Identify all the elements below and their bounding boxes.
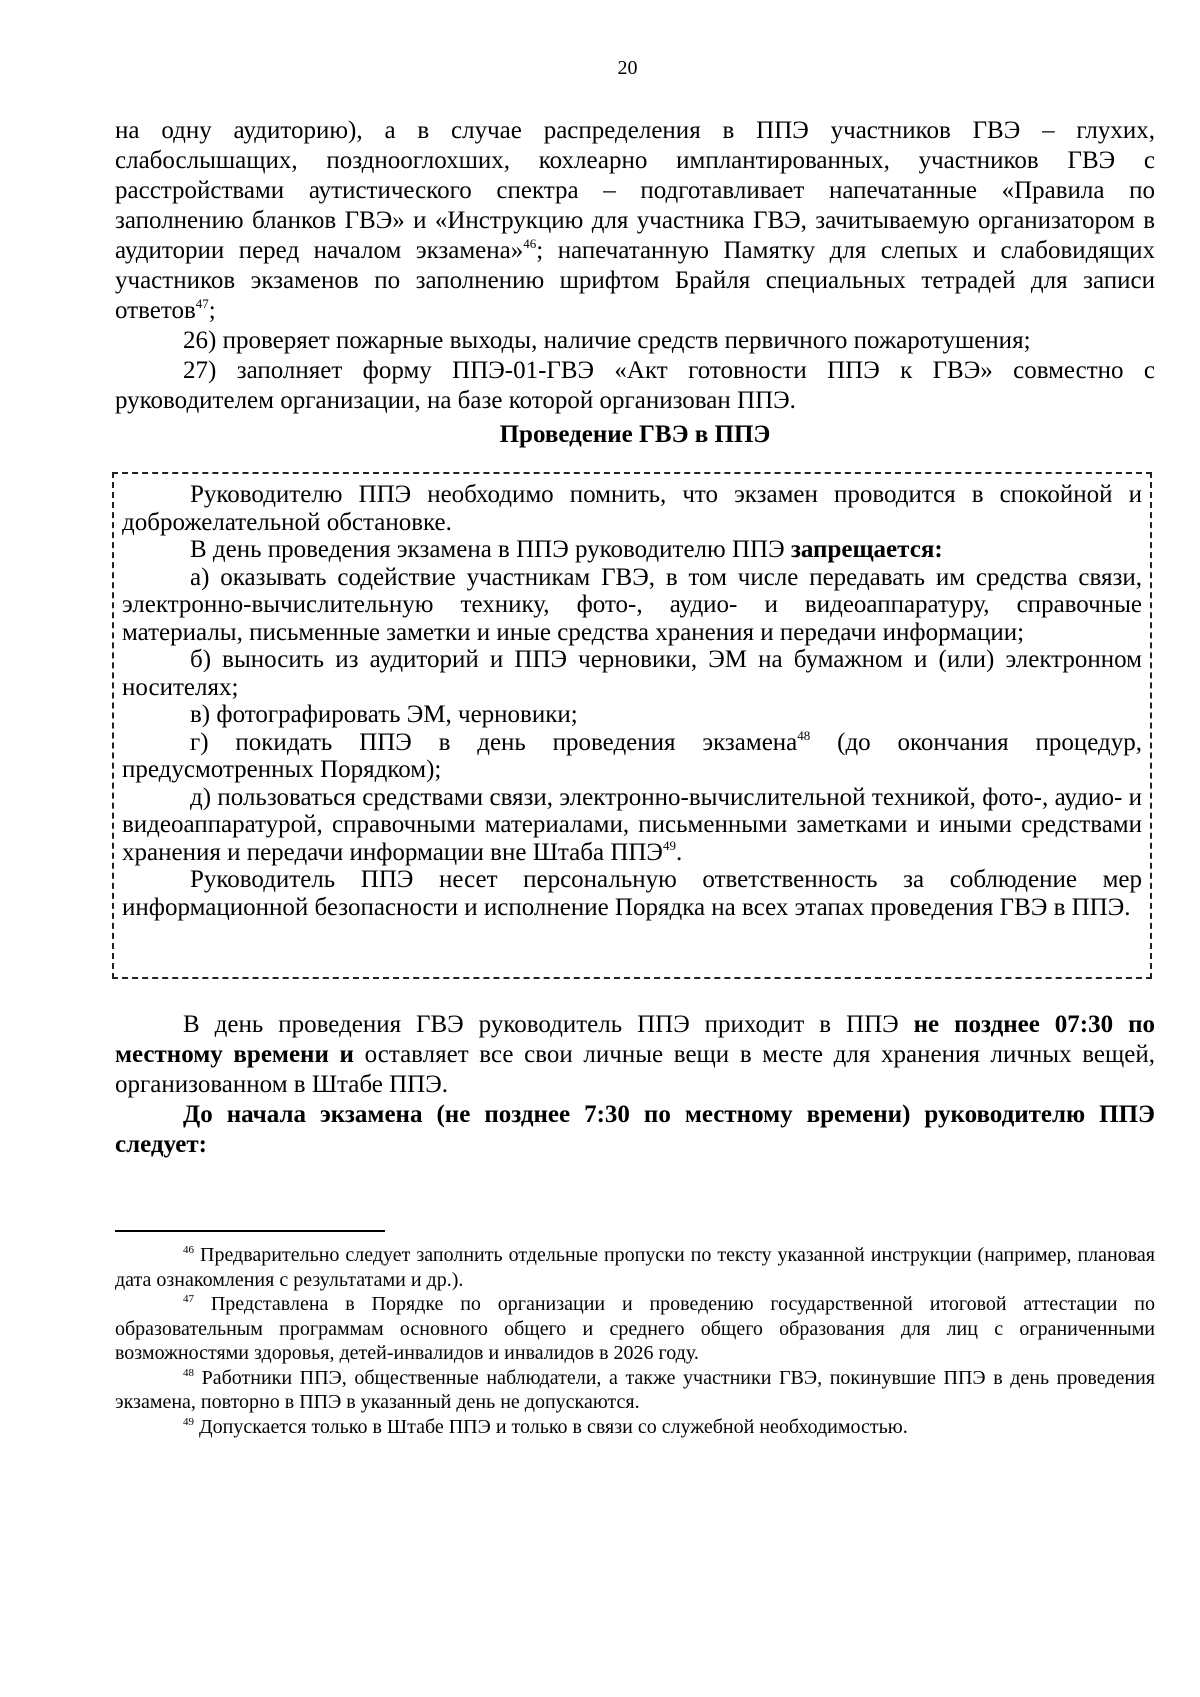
list-item-26: 26) проверяет пожарные выходы, наличие средств первичного пожаротушения; [183,327,1031,354]
responsibility-paragraph: Руководитель ППЭ несет персональную ответственность за соблюдение мер информационной безопасности и исполнение Порядка на всех этапах проведения ГВЭ в ППЭ. [122,866,1142,921]
footnote-48: $^{48}$ Работники ППЭ, общественные наблюдатели, а также участники ГВЭ, покинувшие ППЭ в день проведения экзамена, повторно в ППЭ в указанный день не допускаются. [115,1366,1155,1413]
prohibition-item-b: б) выносить из аудиторий и ППЭ черновики, ЭМ на бумажном и (или) электронном носителях; [122,646,1142,701]
footnote-ref-48[interactable]: 48 [797,727,811,743]
list-item-27: 27) заполняет форму ППЭ-01-ГВЭ «Акт готовности ППЭ к ГВЭ» совместно с руководителем организации, на базе которой организован ППЭ. [115,357,1155,414]
prohibition-item-v: в) фотографировать ЭМ, черновики; [190,701,578,728]
notice-box [112,472,1152,979]
page-number: 20 [617,57,638,79]
before-exam-heading: До начала экзамена (не позднее 7:30 по местному времени) руководителю ППЭ следует: [115,1101,1155,1158]
intro-paragraph: на одну аудиторию), а в случае распределения в ППЭ участников ГВЭ – глухих, слабослышащих, позднооглохших, кохлеарно имплантированных, участников ГВЭ с расстройствами аутистического спектра – подготавливает напечатанные «Правила по заполнению бланков ГВЭ» и «Инструкцию для участника ГВЭ, зачитываемую организатором в аудитории перед началом экзамена»$^{46}$; напечатанную Памятку для слепых и слабовидящих участников экзаменов по заполнению шрифтом Брайля специальных тетрадей для записи ответов$^{47}$; [115,117,1155,324]
prohibition-intro: В день проведения экзамена в ППЭ руководителю ППЭ запрещается: [190,536,943,563]
footnote-ref-46[interactable]: 46 [523,236,537,251]
footnotes [115,1243,1155,1439]
footnote-49: $^{49}$ Допускается только в Штабе ППЭ и только в связи со служебной необходимостью. [183,1415,908,1438]
prohibition-item-d: д) пользоваться средствами связи, электронно-вычислительной техникой, фото-, аудио- и видеоаппаратурой, справочными материалами, письменными заметками и иными средствами хранения и передачи информации вне Штаба ППЭ$^{49}$. [122,783,1142,866]
section-heading: Проведение ГВЭ в ППЭ [499,421,771,448]
arrival-paragraph: В день проведения ГВЭ руководитель ППЭ приходит в ППЭ не позднее 07:30 по местному времени и оставляет все свои личные вещи в месте для хранения личных вещей, организованном в Штабе ППЭ. [115,1011,1155,1098]
after-section [115,1010,1155,1160]
footnote-ref-47[interactable]: 47 [195,296,209,311]
intro-section [115,116,1155,416]
prohibition-item-g: г) покидать ППЭ в день проведения экзамена$^{48}$ (до окончания процедур, предусмотренных Порядком); [122,727,1142,783]
prohibited-label: запрещается: [790,536,943,563]
notice-paragraph: Руководителю ППЭ необходимо помнить, что экзамен проводится в спокойной и доброжелательной обстановке. [122,481,1142,536]
footnote-46: $^{46}$ Предварительно следует заполнить отдельные пропуски по тексту указанной инструкции (например, плановая дата ознакомления с результатами и др.). [115,1244,1155,1291]
prohibition-item-a: а) оказывать содействие участникам ГВЭ, в том числе передавать им средства связи, электронно-вычислительную технику, фото-, аудио- и видеоаппаратуру, справочные материалы, письменные заметки и иные средства хранения и передачи информации; [122,563,1142,646]
footnote-47: $^{47}$ Представлена в Порядке по организации и проведению государственной итоговой аттестации по образовательным программам основного общего и среднего общего образования для лиц с ограниченными возможностями здоровья, детей-инвалидов и инвалидов в 2026 году. [115,1293,1155,1364]
footnote-ref-49[interactable]: 49 [662,837,676,853]
footnote-separator [115,1230,385,1232]
